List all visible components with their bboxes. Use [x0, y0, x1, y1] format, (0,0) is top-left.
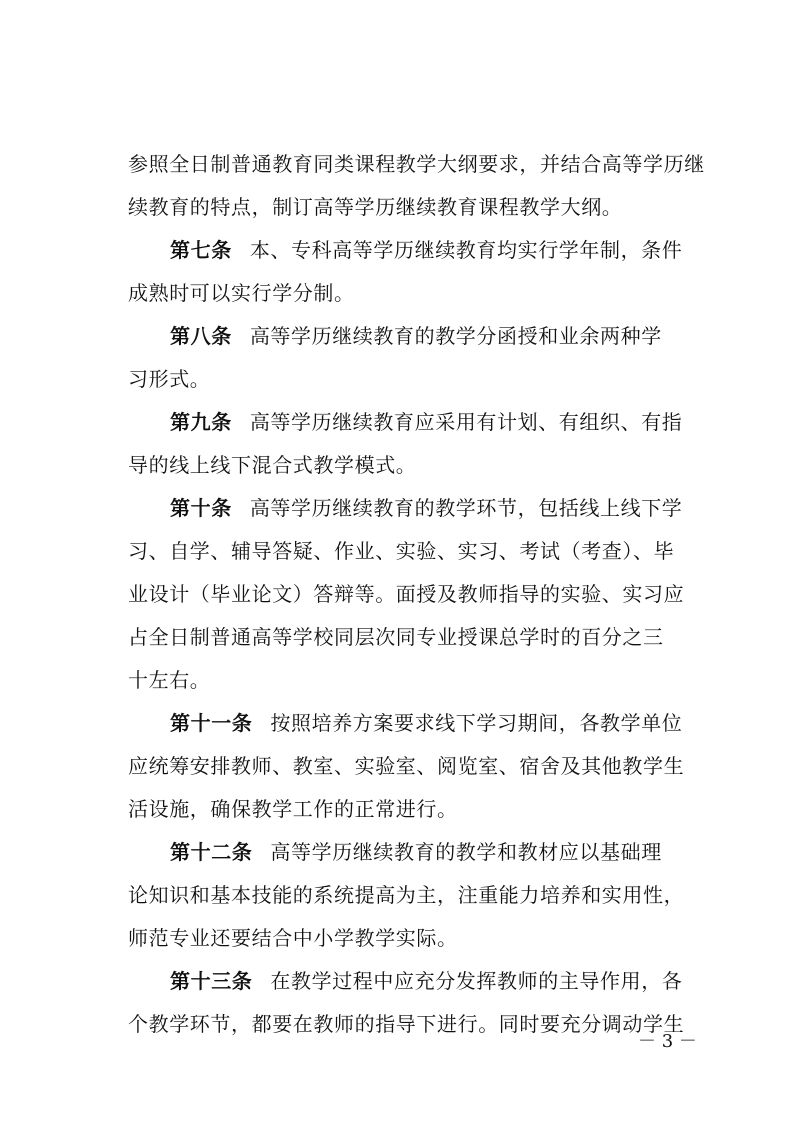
- paragraph-line: 参照全日制普通教育同类课程教学大纲要求，并结合高等学历继: [128, 152, 705, 176]
- paragraph-line: 导的线上线下混合式教学模式。: [128, 453, 417, 477]
- article-11-first-line: [170, 709, 688, 737]
- article-10-label: 第十条: [170, 496, 232, 520]
- paragraph-line: 按照培养方案要求线下学习期间，各教学单位: [270, 711, 683, 735]
- paragraph-line: 应统筹安排教师、教室、实验室、阅览室、宿舍及其他教学生: [128, 754, 685, 778]
- paragraph-line: 占全日制普通高等学校同层次同专业授课总学时的百分之三: [128, 625, 664, 649]
- article-12-label: 第十二条: [170, 840, 253, 864]
- paragraph-line: 高等学历继续教育的教学环节，包括线上线下学: [249, 496, 683, 520]
- paragraph-line: 在教学过程中应充分发挥教师的主导作用，各: [270, 969, 683, 993]
- paragraph-line: 活设施，确保教学工作的正常进行。: [128, 797, 458, 821]
- article-10-first-line: [170, 494, 688, 522]
- article-13-first-line: [170, 967, 688, 995]
- article-9-label: 第九条: [170, 410, 232, 434]
- paragraph-line: 高等学历继续教育的教学和教材应以基础理: [270, 840, 662, 864]
- page-number: － 3 －: [638, 1031, 697, 1052]
- paragraph-line: 个教学环节，都要在教师的指导下进行。同时要充分调动学生: [128, 1012, 685, 1036]
- paragraph-line: 师范专业还要结合中小学教学实际。: [128, 926, 458, 950]
- paragraph-line: 高等学历继续教育应采用有计划、有组织、有指: [249, 410, 683, 434]
- paragraph-line: 习、自学、辅导答疑、作业、实验、实习、考试（考查）、毕: [128, 539, 675, 563]
- paragraph-line: 论知识和基本技能的系统提高为主，注重能力培养和实用性，: [128, 883, 685, 907]
- paragraph-line: 习形式。: [128, 367, 211, 391]
- article-7-label: 第七条: [170, 238, 232, 262]
- paragraph-line: 成熟时可以实行学分制。: [128, 281, 355, 305]
- paragraph-line: 本、专科高等学历继续教育均实行学年制，条件: [249, 238, 683, 262]
- article-8-label: 第八条: [170, 324, 232, 348]
- paragraph-line: 续教育的特点，制订高等学历继续教育课程教学大纲。: [128, 195, 623, 219]
- article-9-first-line: [170, 408, 688, 436]
- article-13-label: 第十三条: [170, 969, 253, 993]
- paragraph-line: 十左右。: [128, 668, 211, 692]
- paragraph-line: 高等学历继续教育的教学分函授和业余两种学: [249, 324, 662, 348]
- article-11-label: 第十一条: [170, 711, 253, 735]
- paragraph-line: 业设计（毕业论文）答辩等。面授及教师指导的实验、实习应: [128, 582, 685, 606]
- article-8-first-line: [170, 322, 688, 350]
- article-12-first-line: [170, 838, 688, 866]
- article-7-first-line: [170, 236, 688, 264]
